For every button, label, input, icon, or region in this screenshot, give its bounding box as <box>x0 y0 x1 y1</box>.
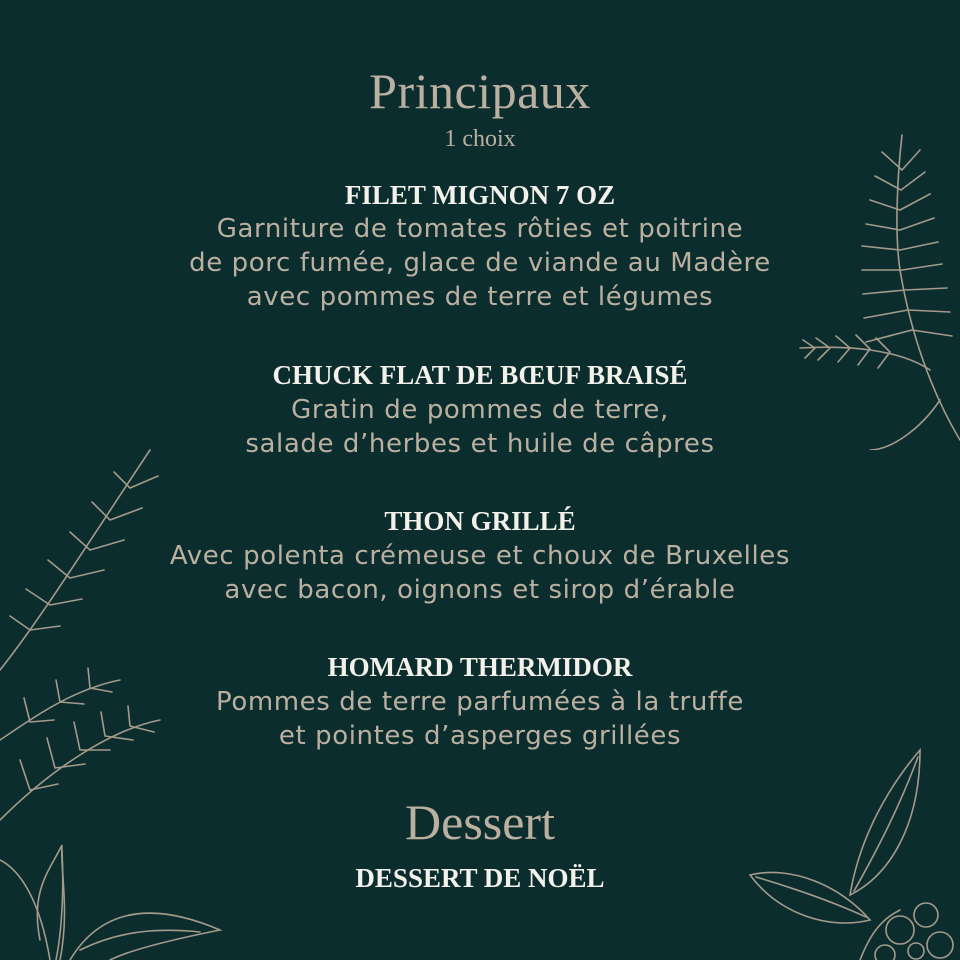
dish-description-homard-thermidor <box>0 685 960 753</box>
dish-description-filet-mignon <box>0 212 960 314</box>
description-line: Garniture de tomates rôties et poitrine <box>216 214 744 244</box>
dish-title-homard-thermidor: HOMARD THERMIDOR <box>327 652 633 682</box>
pine-branch-left-icon <box>0 440 170 840</box>
section-subtitle: 1 choix <box>444 126 516 152</box>
section-title-dessert: Dessert <box>405 794 555 850</box>
dish-description-thon-grille <box>0 539 960 607</box>
description-line: salade d’herbes et huile de câpres <box>245 429 715 459</box>
dish-title-filet-mignon: FILET MIGNON 7 OZ <box>344 180 616 210</box>
description-line: Gratin de pommes de terre, <box>291 395 669 425</box>
description-line: Avec polenta crémeuse et choux de Bruxelles <box>169 541 791 571</box>
description-line: de porc fumée, glace de viande au Madère <box>189 248 771 278</box>
description-line: avec bacon, oignons et sirop d’érable <box>224 575 736 605</box>
dish-title-chuck-flat: CHUCK FLAT DE BŒUF BRAISÉ <box>272 360 688 390</box>
dish-title-thon-grille: THON GRILLÉ <box>384 506 576 536</box>
description-line: et pointes d’asperges grillées <box>278 721 682 751</box>
dish-description-chuck-flat <box>0 393 960 461</box>
description-line: Pommes de terre parfumées à la truffe <box>215 687 745 717</box>
section-title-mains: Principaux <box>369 63 591 119</box>
description-line: avec pommes de terre et légumes <box>246 282 714 312</box>
holly-berries-bottom-right-icon <box>740 745 960 960</box>
dessert-item-title: DESSERT DE NOËL <box>355 863 605 893</box>
holly-leaves-bottom-left-icon <box>0 840 230 960</box>
